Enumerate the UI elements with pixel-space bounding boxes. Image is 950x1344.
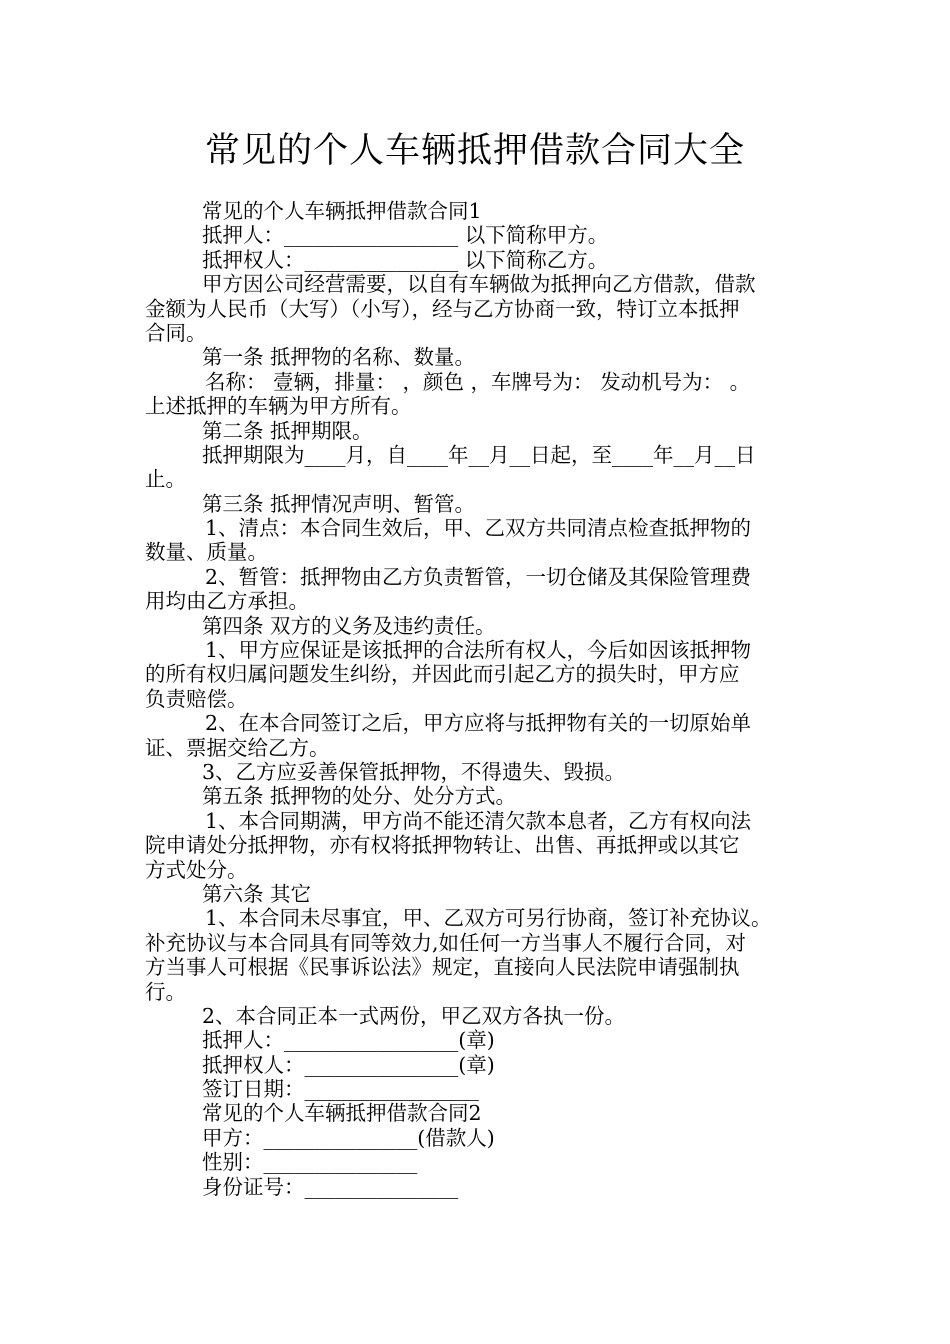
- paragraph-line: 方当事人可根据《民事诉讼法》规定，直接向人民法院申请强制执: [145, 955, 740, 980]
- paragraph-line: 1、甲方应保证是该抵押的合法所有权人，今后如因该抵押物: [205, 638, 752, 663]
- paragraph-line: 2、本合同正本一式两份，甲乙双方各执一份。: [202, 1003, 626, 1028]
- article-5-heading: 第五条 抵押物的处分、处分方式。: [202, 784, 517, 809]
- paragraph-line: 上述抵押的车辆为甲方所有。: [145, 394, 412, 419]
- paragraph-line: 方式处分。: [145, 857, 248, 882]
- document-body: [145, 199, 821, 1199]
- article-2-heading: 第二条 抵押期限。: [202, 418, 373, 443]
- signing-date: 签订日期：_________________: [202, 1077, 479, 1102]
- paragraph-line: 1、本合同期满，甲方尚不能还清欠款本息者，乙方有权向法: [205, 808, 752, 833]
- article-1-heading: 第一条 抵押物的名称、数量。: [202, 345, 476, 370]
- paragraph-line: 合同。: [145, 320, 207, 345]
- paragraph-line: 负责赔偿。: [145, 686, 248, 711]
- document-title: 常见的个人车辆抵押借款合同大全: [204, 131, 745, 171]
- mortgagor-field: 抵押人：_________________ 以下简称甲方。: [202, 223, 609, 248]
- paragraph-line: 补充协议与本合同具有同等效力,如任何一方当事人不履行合同，对: [145, 930, 747, 955]
- contract-heading-2: 常见的个人车辆抵押借款合同2: [202, 1101, 482, 1126]
- mortgagee-signature: 抵押权人：_______________(章): [202, 1052, 495, 1077]
- paragraph-line: 的所有权归属问题发生纠纷，并因此而引起乙方的损失时，甲方应: [145, 662, 740, 687]
- mortgagor-signature: 抵押人：_________________(章): [202, 1028, 495, 1053]
- article-3-heading: 第三条 抵押情况声明、暂管。: [202, 491, 476, 516]
- paragraph-line: 1、本合同未尽事宜，甲、乙双方可另行协商，签订补充协议。: [205, 906, 772, 931]
- mortgage-period: 抵押期限为____月，自____年__月__日起，至____年__月__日: [202, 442, 756, 467]
- contract-heading-1: 常见的个人车辆抵押借款合同1: [202, 199, 482, 223]
- paragraph-line: 金额为人民币（大写）（小写），经与乙方协商一致，特订立本抵押: [145, 296, 740, 321]
- paragraph-line: 用均由乙方承担。: [145, 589, 309, 614]
- paragraph-line: 院申请处分抵押物，亦有权将抵押物转让、出售、再抵押或以其它: [145, 833, 740, 858]
- paragraph-line: 数量、质量。: [145, 540, 268, 565]
- article-6-heading: 第六条 其它: [202, 881, 312, 906]
- paragraph-line: 行。: [145, 979, 186, 1004]
- id-number-field: 身份证号：_______________: [202, 1174, 459, 1199]
- paragraph-line: 2、在本合同签订之后，甲方应将与抵押物有关的一切原始单: [205, 711, 752, 736]
- paragraph-line: 证、票据交给乙方。: [145, 735, 330, 760]
- article-4-heading: 第四条 双方的义务及违约责任。: [202, 613, 496, 638]
- vehicle-details: 名称： 壹辆，排量： ，颜色 ，车牌号为： 发动机号为： 。: [205, 369, 751, 394]
- paragraph-line: 止。: [145, 467, 186, 492]
- mortgagee-field: 抵押权人：_______________ 以下简称乙方。: [202, 247, 609, 272]
- paragraph-line: 2、暂管：抵押物由乙方负责暂管，一切仓储及其保险管理费: [205, 564, 752, 589]
- paragraph-line: 甲方因公司经营需要，以自有车辆做为抵押向乙方借款，借款: [202, 272, 756, 297]
- paragraph-line: 1、清点：本合同生效后，甲、乙双方共同清点检查抵押物的: [205, 516, 752, 541]
- gender-field: 性别：_______________: [202, 1150, 418, 1175]
- party-a-field: 甲方：_______________(借款人): [202, 1125, 495, 1150]
- paragraph-line: 3、乙方应妥善保管抵押物，不得遗失、毁损。: [202, 759, 626, 784]
